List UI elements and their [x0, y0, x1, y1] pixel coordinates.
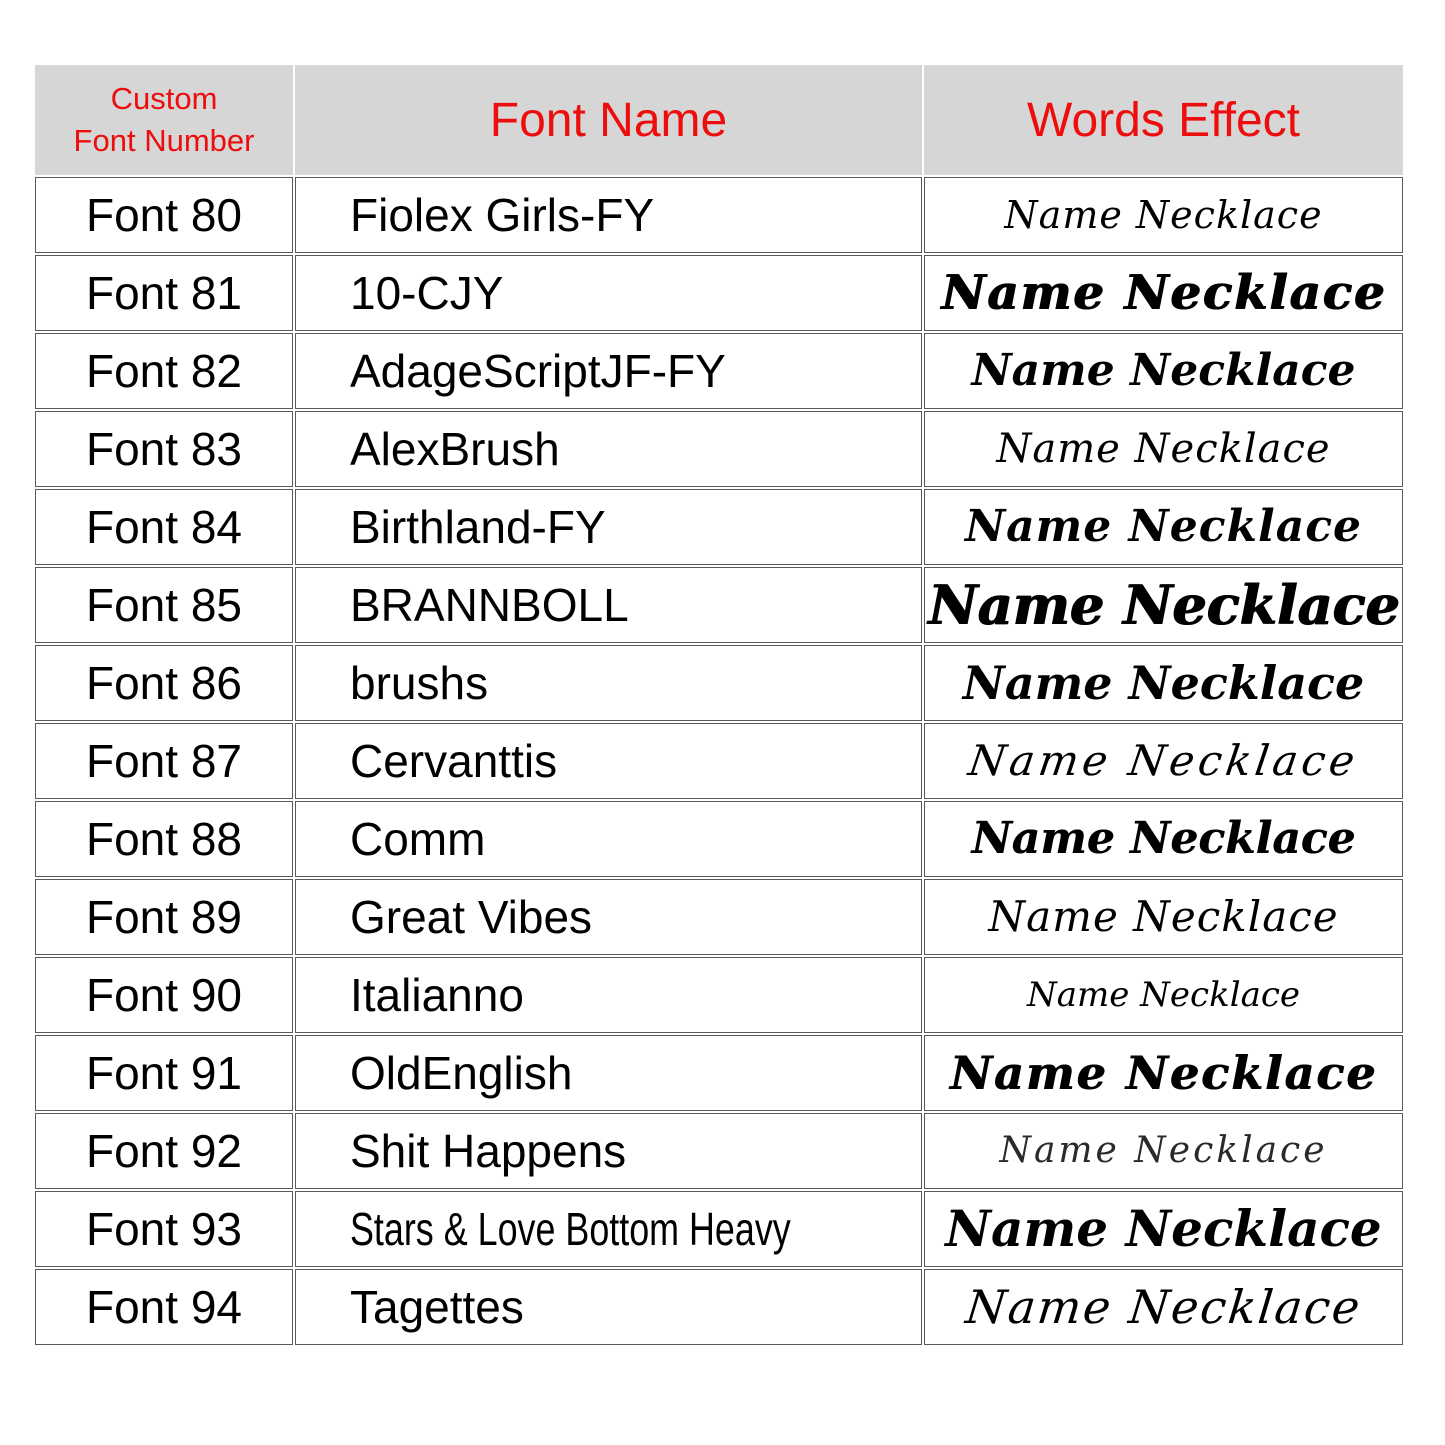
font-number-cell [35, 879, 293, 955]
words-effect-cell [924, 567, 1403, 643]
header-custom-font-number [35, 65, 293, 175]
font-name: Fiolex Girls-FY [350, 189, 655, 241]
font-number: Font 81 [86, 267, 242, 319]
font-number-cell [35, 801, 293, 877]
words-effect-sample: Name Necklace [949, 1046, 1378, 1100]
table-row [35, 957, 1403, 1033]
font-number-cell [35, 1269, 293, 1345]
table-row [35, 1191, 1403, 1267]
table-row [35, 255, 1403, 331]
font-number-cell [35, 333, 293, 409]
table-row [35, 1269, 1403, 1345]
table-row [35, 177, 1403, 253]
words-effect-cell [924, 1191, 1403, 1267]
font-name-cell [295, 801, 922, 877]
font-name-cell [295, 645, 922, 721]
font-number-cell [35, 1191, 293, 1267]
words-effect-sample: Name Necklace [1026, 975, 1300, 1015]
font-number: Font 90 [86, 969, 242, 1021]
font-number: Font 85 [86, 579, 242, 631]
words-effect-sample: Name Necklace [971, 345, 1356, 396]
font-number: Font 87 [86, 735, 242, 787]
words-effect-sample: Name Necklace [971, 813, 1356, 864]
words-effect-sample: Name Necklace [999, 1130, 1328, 1171]
font-number-cell [35, 645, 293, 721]
font-name: Cervanttis [350, 735, 558, 787]
table-row [35, 567, 1403, 643]
words-effect-cell [924, 333, 1403, 409]
header-custom-line2: Font Number [73, 123, 255, 158]
words-effect-sample: Name Necklace [996, 426, 1331, 472]
font-name-cell [295, 567, 922, 643]
words-effect-cell [924, 1269, 1403, 1345]
font-name-cell [295, 177, 922, 253]
font-name: Great Vibes [350, 891, 593, 943]
words-effect-sample: Name Necklace [965, 736, 1362, 785]
font-name-cell [295, 255, 922, 331]
words-effect-cell [924, 957, 1403, 1033]
table-row [35, 1035, 1403, 1111]
words-effect-sample: Name Necklace [945, 1199, 1382, 1258]
font-name: BRANNBOLL [350, 579, 629, 631]
font-name-cell [295, 723, 922, 799]
words-effect-sample: Name Necklace [988, 892, 1339, 941]
font-number-cell [35, 1035, 293, 1111]
font-number: Font 92 [86, 1125, 242, 1177]
words-effect-sample: Name Necklace [927, 573, 1400, 637]
font-number: Font 86 [86, 657, 242, 709]
font-name: Shit Happens [350, 1125, 627, 1177]
words-effect-cell [924, 879, 1403, 955]
font-number-cell [35, 177, 293, 253]
table-row [35, 879, 1403, 955]
words-effect-cell [924, 645, 1403, 721]
words-effect-cell [924, 1035, 1403, 1111]
header-font-name: Font Name [295, 65, 922, 175]
font-name-cell [295, 489, 922, 565]
header-words-effect: Words Effect [924, 65, 1403, 175]
font-name-cell [295, 411, 922, 487]
table-row [35, 1113, 1403, 1189]
font-number: Font 88 [86, 813, 242, 865]
font-number: Font 80 [86, 189, 242, 241]
words-effect-cell [924, 411, 1403, 487]
font-number: Font 94 [86, 1281, 242, 1333]
font-number: Font 89 [86, 891, 242, 943]
font-name: 10-CJY [350, 267, 504, 319]
table-row [35, 411, 1403, 487]
font-name: AlexBrush [350, 423, 560, 475]
words-effect-sample: Name Necklace [962, 1280, 1365, 1334]
table-row [35, 801, 1403, 877]
font-number: Font 82 [86, 345, 242, 397]
font-table [33, 63, 1405, 1347]
font-number-cell [35, 411, 293, 487]
words-effect-sample: Name Necklace [962, 656, 1365, 710]
font-name: Tagettes [350, 1281, 524, 1333]
font-number: Font 91 [86, 1047, 242, 1099]
table-row [35, 645, 1403, 721]
header-row [35, 65, 1403, 175]
font-number: Font 83 [86, 423, 242, 475]
font-number-cell [35, 957, 293, 1033]
font-number: Font 93 [86, 1203, 242, 1255]
font-name: Italianno [350, 969, 524, 1021]
font-name-cell [295, 1269, 922, 1345]
font-name: AdageScriptJF-FY [350, 345, 726, 397]
words-effect-cell [924, 177, 1403, 253]
font-number-cell [35, 723, 293, 799]
words-effect-cell [924, 489, 1403, 565]
words-effect-sample: Name Necklace [964, 501, 1363, 552]
table-row [35, 489, 1403, 565]
words-effect-sample: Name Necklace [940, 265, 1386, 321]
font-name-cell [295, 879, 922, 955]
font-name: Birthland-FY [350, 501, 606, 553]
words-effect-cell [924, 255, 1403, 331]
table-row [35, 723, 1403, 799]
font-number-cell [35, 255, 293, 331]
font-number: Font 84 [86, 501, 242, 553]
font-name-cell [295, 1035, 922, 1111]
font-number-cell [35, 1113, 293, 1189]
font-name: OldEnglish [350, 1047, 573, 1099]
font-name: brushs [350, 657, 489, 709]
words-effect-cell [924, 801, 1403, 877]
words-effect-sample: Name Necklace [1004, 193, 1323, 237]
words-effect-cell [924, 1113, 1403, 1189]
font-number-cell [35, 567, 293, 643]
font-name-cell [295, 333, 922, 409]
words-effect-cell [924, 723, 1403, 799]
font-name: Stars & Love Bottom Heavy [350, 1203, 791, 1255]
header-custom-line1: Custom [110, 81, 218, 117]
font-name-cell [295, 1191, 922, 1267]
font-name-cell [295, 1113, 922, 1189]
font-name-cell [295, 957, 922, 1033]
font-number-cell [35, 489, 293, 565]
table-row [35, 333, 1403, 409]
font-name: Comm [350, 813, 486, 865]
